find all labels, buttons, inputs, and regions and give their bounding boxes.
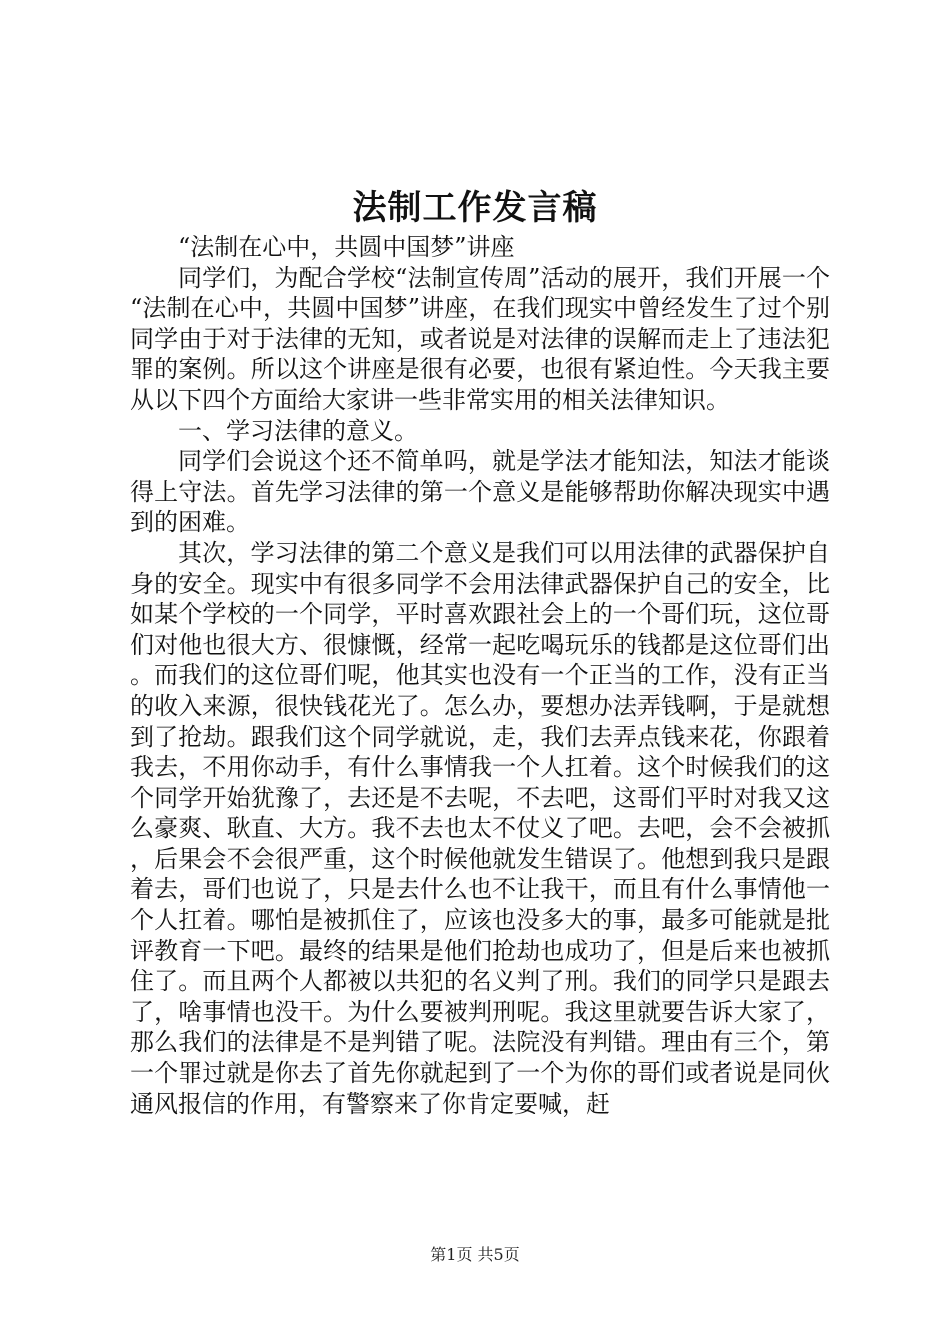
- paragraph-second-meaning: 其次，学习法律的第二个意义是我们可以用法律的武器保护自身的安全。现实中有很多同学不会用法律武器保护自己的安全，比如某个学校的一个同学，平时喜欢跟社会上的一个哥们玩，这位哥们对他也很大方、很慷慨，经常一起吃喝玩乐的钱都是这位哥们出。而我们的这位哥们呢，他其实也没有一个正当的工作，没有正当的收入来源，很快钱花光了。怎么办，要想办法弄钱啊，于是就想到了抢劫。跟我们这个同学就说，走，我们去弄点钱来花，你跟着我去，不用你动手，有什么事情我一个人扛着。这个时候我们的这个同学开始犹豫了，去还是不去呢，不去吧，这哥们平时对我又这么豪爽、耿直、大方。我不去也太不仗义了吧。去吧，会不会被抓，后果会不会很严重，这个时候他就发生错误了。他想到我只是跟着去，哥们也说了，只是去什么也不让我干，而且有什么事情他一个人扛着。哪怕是被抓住了，应该也没多大的事，最多可能就是批评教育一下吧。最终的结果是他们抢劫也成功了，但是后来也被抓住了。而且两个人都被以共犯的名义判了刑。我们的同学只是跟去了，啥事情也没干。为什么要被判刑呢。我这里就要告诉大家了，那么我们的法律是不是判错了呢。法院没有判错。理由有三个，第一个罪过就是你去了首先你就起到了一个为你的哥们或者说是同伙通风报信的作用，有警察来了你肯定要喊，赶: [130, 538, 830, 1118]
- page-number-footer: 第1页 共5页: [430, 1245, 520, 1264]
- document-body: [130, 232, 830, 1119]
- paragraph-intro: 同学们，为配合学校“法制宣传周”活动的展开，我们开展一个“法制在心中，共圆中国梦”讲座，在我们现实中曾经发生了过个别同学由于对于法律的无知，或者说是对法律的误解而走上了违法犯罪的案例。所以这个讲座是很有必要，也很有紧迫性。今天我主要从以下四个方面给大家讲一些非常实用的相关法律知识。: [130, 263, 830, 414]
- paragraph-section-heading: 一、学习法律的意义。: [178, 416, 418, 445]
- paragraph-first-meaning: 同学们会说这个还不简单吗，就是学法才能知法，知法才能谈得上守法。首先学习法律的第一个意义是能够帮助你解决现实中遇到的困难。: [130, 447, 830, 537]
- paragraph-lecture-title: “法制在心中，共圆中国梦”讲座: [178, 233, 515, 261]
- document-title: 法制工作发言稿: [352, 188, 598, 228]
